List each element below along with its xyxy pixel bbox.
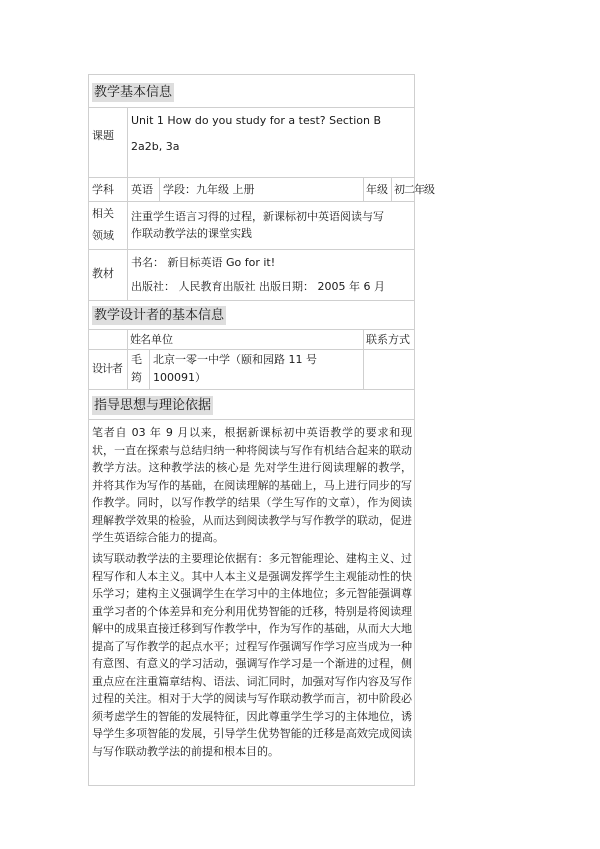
designer-header-row <box>88 330 415 350</box>
grade-label-cell <box>363 178 391 201</box>
subject-label: 学科 <box>92 183 114 196</box>
textbook-line1: 书名： 新目标英语 Go for it! <box>131 256 276 269</box>
grade-value: 初二年级 <box>394 183 434 196</box>
subject-value: 英语 <box>131 183 153 196</box>
topic-line1: Unit 1 How do you study for a test? Section B <box>131 114 382 127</box>
topic-value-cell <box>127 108 414 177</box>
textbook-line2: 出版社： 人民教育出版社 出版日期： 2005 年 6 月 <box>131 280 385 293</box>
textbook-label-cell <box>89 250 127 300</box>
textbook-row <box>88 250 415 301</box>
topic-label-cell <box>89 108 127 177</box>
field-line1: 注重学生语言习得的过程，新课标初中英语阅读与写 <box>131 210 384 223</box>
section-theory <box>88 390 415 420</box>
name-col-header-cell <box>127 330 150 349</box>
designer-name-line2: 筠 <box>131 371 142 384</box>
topic-label: 课题 <box>92 129 114 142</box>
designer-label-cell <box>89 350 127 389</box>
subject-row <box>88 178 434 202</box>
stage-label: 学段：九年级 上册 <box>163 183 255 196</box>
topic-line2: 2a2b, 3a <box>131 140 180 153</box>
grade-label: 年级 <box>366 183 388 196</box>
theory-body <box>88 420 415 786</box>
designer-header-blank <box>89 330 127 349</box>
field-row <box>88 202 415 250</box>
section-basic-info <box>88 74 415 108</box>
section-designer-info <box>88 301 415 330</box>
contact-col-header: 联系方式 <box>366 333 410 346</box>
section-heading: 指导思想与理论依据 <box>94 398 212 413</box>
field-line2: 作联动教学法的课堂实践 <box>131 227 252 240</box>
textbook-label: 教材 <box>92 267 114 280</box>
designer-name-cell <box>127 350 149 389</box>
designer-row <box>88 350 415 390</box>
designer-contact-cell <box>363 350 414 389</box>
field-label-line1: 相关 <box>92 207 114 220</box>
designer-label: 设计者 <box>92 362 122 375</box>
section-heading: 教学基本信息 <box>94 85 173 100</box>
designer-unit-cell <box>149 350 363 389</box>
unit-col-header: 单位 <box>151 333 173 346</box>
lesson-plan-table <box>88 74 434 786</box>
theory-paragraph-2: 读写联动教学法的主要理论依据有：多元智能理论、建构主义、过程写作和人本主义。其中人本主义是强调发挥学生主观能动性的快乐学习；建构主义强调学生在学习中的主体地位；多元智能强调尊重学习者的个体差异和充分利用优势智能的迁移，特别是将阅读理解中的成果直接迁移到写作教学中，作为写作的基础，从而大大地提高了写作教学的起点水平；过程写作强调写作学习应当成为一种有意图、有意义的学习活动，强调写作学习是一个渐进的过程，侧重点应在注重篇章结构、语法、词汇同时，加强对写作内容及写作过程的关注。相对于大学的阅读与写作联动教学而言，初中阶段必须考虑学生的智能的发展特征，因此尊重学生学习的主体地位，诱导学生多项智能的发展，引导学生优势智能的迁移是高效完成阅读与写作联动教学法的前提和根本目的。 <box>92 552 412 758</box>
topic-row <box>88 108 415 178</box>
section-heading: 教学设计者的基本信息 <box>94 308 225 323</box>
subject-value-cell <box>127 178 159 201</box>
stage-cell <box>159 178 363 201</box>
field-value-cell <box>127 202 414 249</box>
subject-label-cell <box>89 178 127 201</box>
textbook-value-cell <box>127 250 414 300</box>
field-label-line2: 领域 <box>92 229 114 242</box>
name-col-header: 姓名 <box>130 333 150 346</box>
contact-col-header-cell <box>363 330 414 349</box>
grade-value-cell <box>391 178 434 201</box>
field-label-cell <box>89 202 127 249</box>
designer-name-line1: 毛 <box>131 353 142 366</box>
designer-unit-line2: 100091） <box>153 371 206 384</box>
theory-paragraph-1: 笔者自 03 年 9 月以来，根据新课标初中英语教学的要求和现状，一直在探索与总结归纳一种将阅读与写作有机结合起来的联动教学方法。这种教学法的核心是 先对学生进行阅读理解的教学，并将其作为写作的基础，在阅读理解的基础上，马上进行同步的写作教学。同时，以写作教学的结果（学生写作的文章），作为阅读理解教学效果的检验，从而达到阅读教学与写作教学的联动，促进学生英语综合能力的提高。 <box>92 426 412 544</box>
designer-unit-line1: 北京一零一中学（颐和园路 11 号 <box>153 353 317 366</box>
unit-col-header-cell <box>149 330 363 349</box>
